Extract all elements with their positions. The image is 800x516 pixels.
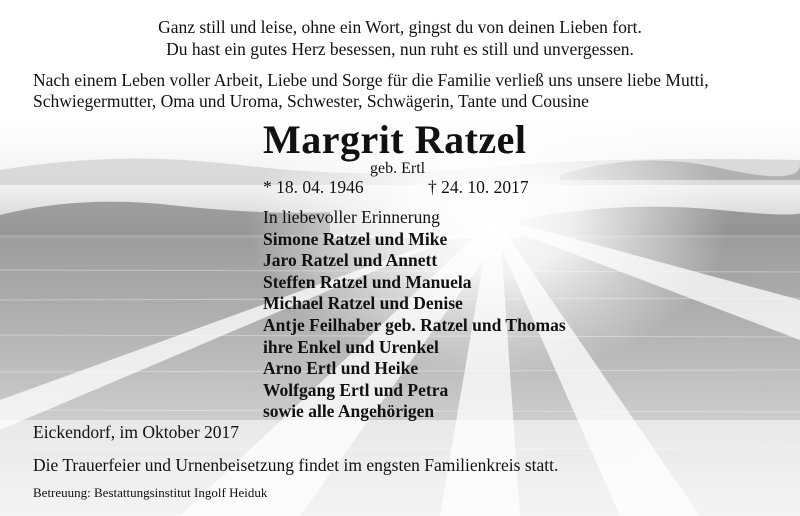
mourner-name: sowie alle Angehörigen	[263, 401, 435, 422]
mourner-name: ihre Enkel und Urenkel	[263, 336, 439, 357]
maiden-name: geb. Ertl	[370, 160, 426, 177]
mourners-heading: In liebevoller Erinnerung	[263, 207, 440, 227]
place-date: Eickendorf, im Oktober 2017	[33, 422, 240, 442]
intro-line-1: Nach einem Leben voller Arbeit, Liebe und Sorge für die Familie verließ uns unsere liebe Mutti,	[33, 70, 709, 90]
mourner-name: Jaro Ratzel und Annett	[263, 250, 438, 271]
poem-line-1: Ganz still und leise, ohne ein Wort, gingst du von deinen Lieben fort.	[158, 17, 642, 37]
mourner-name: Wolfgang Ertl und Petra	[263, 379, 449, 400]
mourner-name: Steffen Ratzel und Manuela	[263, 271, 472, 292]
poem-line-2: Du hast ein gutes Herz besessen, nun ruht es still und unvergessen.	[166, 39, 634, 59]
mourners-list	[263, 207, 566, 423]
mourner-name: Michael Ratzel und Denise	[263, 293, 463, 314]
intro-line-2: Schwiegermutter, Oma und Uroma, Schwester, Schwägerin, Tante und Cousine	[33, 91, 589, 111]
death-date: † 24. 10. 2017	[428, 177, 529, 197]
mourner-name: Antje Feilhaber geb. Ratzel und Thomas	[263, 314, 566, 335]
deceased-name: Margrit Ratzel	[263, 117, 527, 162]
mourner-name: Simone Ratzel und Mike	[263, 228, 448, 249]
undertaker-credit: Betreuung: Bestattungsinstitut Ingolf Heiduk	[33, 485, 268, 500]
mourner-name: Arno Ertl und Heike	[263, 358, 419, 379]
birth-date: * 18. 04. 1946	[263, 177, 364, 197]
funeral-note: Die Trauerfeier und Urnenbeisetzung findet im engsten Familienkreis statt.	[33, 455, 559, 475]
